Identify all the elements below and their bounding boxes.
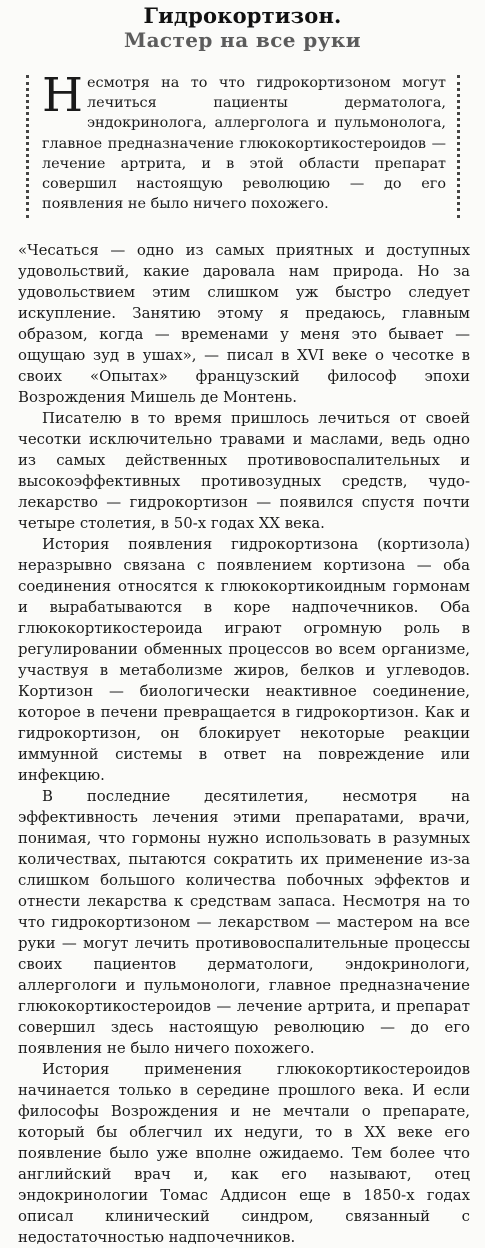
- drop-cap: Н: [42, 68, 83, 123]
- paragraph-4: В последние десятилетия, несмотря на эффективность лечения этими препаратами, врачи, понимая, что гормоны нужно использовать в разумных количествах, пытаются сократить их применение из-за слишком большого количества побочных эффектов и отнести лекарства к средствам запаса. Несмотря на то что гидрокортизоном — лекарством — мастером на все руки — могут лечить противовоспалительные процессы своих пациентов дерматологи, эндокринологи, аллергологи и пульмонологи, главное предназначение глюкокортикостероидов — лечение артрита, и препарат совершил здесь настоящую революцию — до его появления не было ничего похожего.: [18, 787, 470, 1057]
- paragraph-2: Писателю в то время пришлось лечиться от своей чесотки исключительно травами и маслами, ведь одно из самых действенных противовоспалительных и высокоэффективных противозудных средств, чудо-лекарство — гидрокортизон — появился спустя почти четыре столетия, в 50-х годах XX века.: [18, 409, 470, 532]
- paragraph-1: «Чесаться — одно из самых приятных и доступных удовольствий, какие даровала нам природа. Но за удовольствием этим слишком уж быстро следует искупление. Занятию этому я предаюсь, главным образом, когда — временами у меня это бывает — ощущаю зуд в ушах», — писал в XVI веке о чесотке в своих «Опытах» французский философ эпохи Возрождения Мишель де Монтень.: [18, 241, 470, 406]
- page-title: Гидрокортизон.: [143, 3, 342, 28]
- lead-text: есмотря на то что гидрокортизоном могут лечиться пациенты дерматолога, эндокринолога, аллерголога и пульмонолога, главное предназначение глюкокортикостероидов — лечение артрита, и в этой области препарат совершил настоящую революцию — до его появления не было ничего похожего.: [42, 75, 446, 213]
- lead-box: [26, 68, 460, 218]
- lead-paragraph: [42, 68, 446, 214]
- page-subtitle: Мастер на все руки: [124, 28, 361, 52]
- lead-dotted-border-right: [457, 75, 460, 218]
- lead-dotted-border-left: [26, 75, 29, 218]
- paragraph-3: История появления гидрокортизона (кортизола) неразрывно связана с появлением кортизона — оба соединения относятся к глюкокортикоидным гормонам и вырабатываются в коре надпочечников. Оба глюкокортикостероида играют огромную роль в регулировании обменных процессов во всем организме, участвуя в метаболизме жиров, белков и углеводов. Кортизон — биологически неактивное соединение, которое в печени превращается в гидрокортизон. Как и гидрокортизон, он блокирует некоторые реакции иммунной системы в ответ на повреждение или инфекцию.: [18, 535, 470, 784]
- paragraph-5: История применения глюкокортикостероидов начинается только в середине прошлого века. И если философы Возрождения и не мечтали о препарате, который бы облегчил их недуги, то в XX веке его появление было уже вполне ожидаемо. Тем более что английский врач и, как его называют, отец эндокринологии Томас Аддисон еще в 1850-х годах описал клинический синдром, связанный с недостаточностью надпочечников.: [18, 1060, 470, 1246]
- article-body: [18, 240, 470, 1248]
